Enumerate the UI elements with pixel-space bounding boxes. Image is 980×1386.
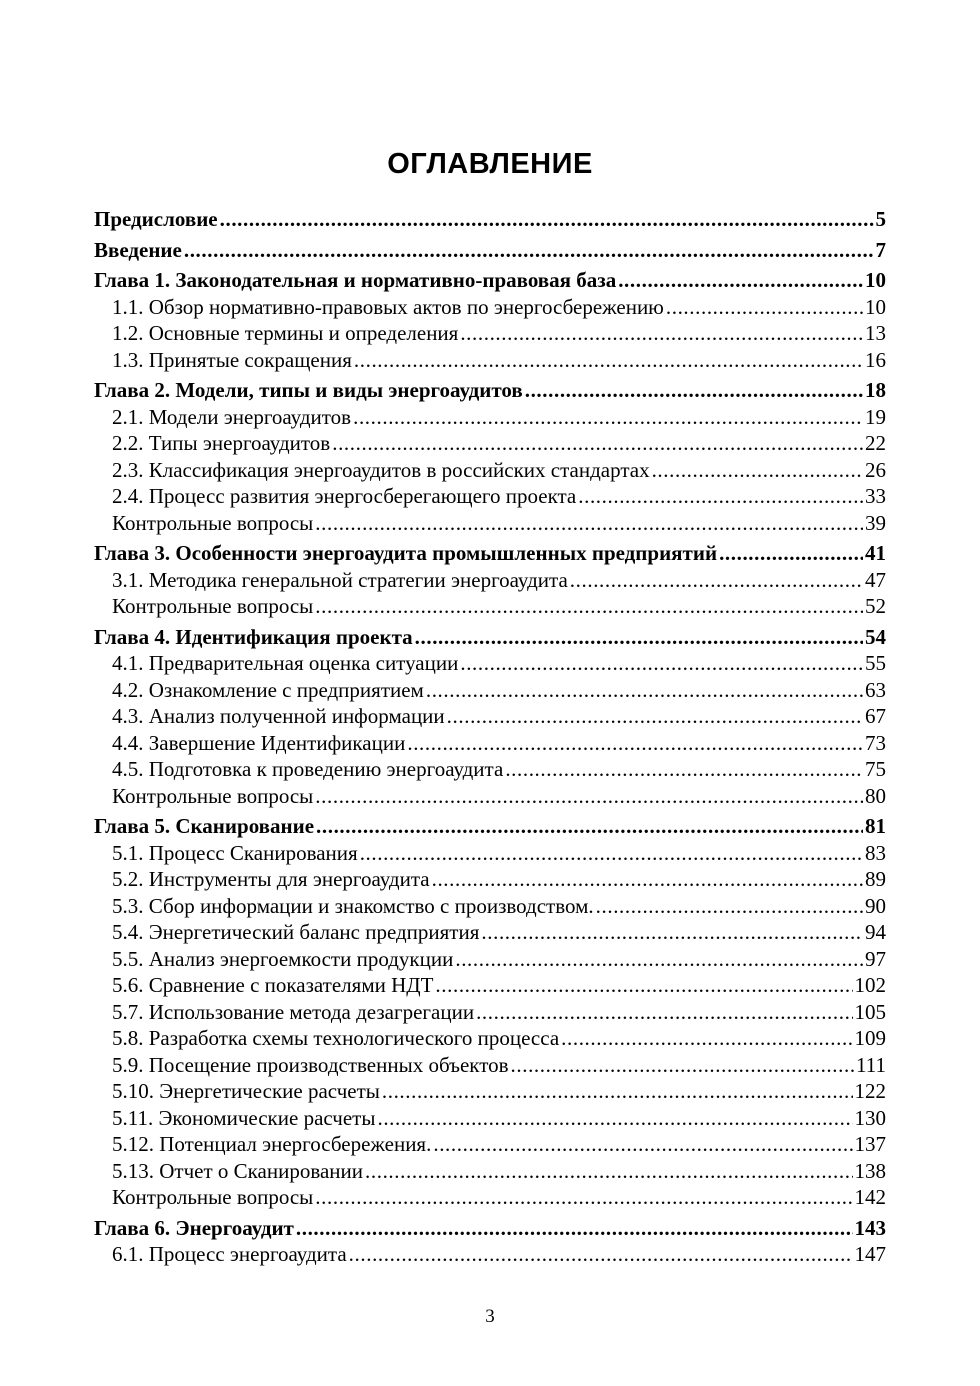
- toc-section-entry: [94, 320, 886, 347]
- toc-entry-label: 5.13. Отчет о Сканировании: [112, 1158, 364, 1183]
- toc-entry-page: 19: [865, 404, 886, 429]
- toc-chapter-entry: [94, 267, 886, 294]
- toc-dot-leader: [353, 404, 863, 431]
- toc-dot-leader: [349, 1241, 853, 1268]
- toc-entry-label: 5.2. Инструменты для энергоаудита: [112, 867, 430, 891]
- toc-entry-label: 6.1. Процесс энергоаудита: [112, 1242, 347, 1266]
- toc-section-entry: [94, 347, 886, 374]
- toc-dot-leader: [316, 813, 863, 840]
- toc-entry-page: 52: [865, 594, 886, 618]
- toc-dot-leader: [315, 1184, 852, 1211]
- toc-entry-label: Контрольные вопросы: [112, 594, 314, 618]
- toc-section-entry: [94, 593, 886, 620]
- toc-dot-leader: [460, 650, 863, 677]
- toc-entry-label: Глава 2. Модели, типы и виды энергоаудитов: [94, 378, 523, 402]
- toc-entry-label: 5.10. Энергетические расчеты: [112, 1079, 380, 1103]
- toc-section-entry: [94, 703, 886, 730]
- toc-chapter-entry: [94, 377, 886, 404]
- toc-entry-page: 54: [865, 624, 886, 649]
- toc-entry-page: 7: [875, 237, 886, 262]
- toc-entry-label: Глава 1. Законодательная и нормативно-правовая база: [94, 268, 617, 292]
- toc-dot-leader: [719, 540, 863, 567]
- toc-section-entry: [94, 677, 886, 704]
- toc-entry-page: 81: [865, 814, 886, 838]
- toc-dot-leader: [407, 730, 863, 757]
- toc-entry-page: 102: [854, 973, 886, 997]
- toc-entry-page: 130: [854, 1105, 886, 1130]
- toc-dot-leader: [455, 946, 863, 973]
- toc-section-entry: [94, 972, 886, 999]
- toc-dot-leader: [596, 893, 863, 920]
- toc-dot-leader: [561, 1025, 852, 1052]
- toc-dot-leader: [570, 567, 863, 594]
- toc-dot-leader: [435, 972, 852, 999]
- toc-entry-label: 5.3. Сбор информации и знакомство с производством.: [112, 893, 594, 918]
- toc-entry-label: 2.3. Классификация энергоаудитов в российских стандартах: [112, 457, 650, 482]
- toc-chapter-entry: [94, 237, 886, 264]
- toc-entry-page: 109: [854, 1026, 886, 1050]
- toc-entry-label: 1.1. Обзор нормативно-правовых актов по энергосбережению: [112, 294, 664, 319]
- toc-entry-label: 4.4. Завершение Идентификации: [112, 730, 406, 755]
- toc-dot-leader: [525, 377, 863, 404]
- toc-entry-page: 105: [854, 999, 886, 1024]
- toc-entry-page: 47: [865, 567, 886, 592]
- toc-chapter-entry: [94, 540, 886, 567]
- toc-section-entry: [94, 1241, 886, 1268]
- toc-dot-leader: [652, 457, 863, 484]
- toc-entry-label: Глава 6. Энергоаудит: [94, 1215, 294, 1240]
- toc-section-entry: [94, 430, 886, 457]
- toc-dot-leader: [618, 267, 863, 294]
- toc-section-entry: [94, 783, 886, 810]
- toc-dot-leader: [505, 756, 863, 783]
- toc-dot-leader: [365, 1158, 852, 1185]
- toc-dot-leader: [315, 783, 863, 810]
- toc-entry-label: 3.1. Методика генеральной стратегии энергоаудита: [112, 567, 568, 592]
- toc-entry-label: 5.5. Анализ энергоемкости продукции: [112, 946, 454, 971]
- toc-entry-page: 111: [856, 1052, 886, 1077]
- toc-entry-page: 18: [865, 378, 886, 402]
- toc-entry-page: 138: [854, 1158, 886, 1183]
- toc-entry-label: Глава 4. Идентификация проекта: [94, 624, 413, 649]
- toc-section-entry: [94, 567, 886, 594]
- toc-entry-label: 5.9. Посещение производственных объектов: [112, 1052, 509, 1077]
- toc-chapter-entry: [94, 624, 886, 651]
- toc-section-entry: [94, 1105, 886, 1132]
- toc-entry-page: 73: [865, 730, 886, 755]
- toc-entry-label: 4.5. Подготовка к проведению энергоаудита: [112, 757, 504, 781]
- toc-chapter-entry: [94, 206, 886, 233]
- toc-section-entry: [94, 840, 886, 867]
- toc-dot-leader: [476, 999, 852, 1026]
- toc-section-entry: [94, 510, 886, 537]
- toc-section-entry: [94, 1131, 886, 1158]
- toc-entry-label: 5.6. Сравнение с показателями НДТ: [112, 973, 434, 997]
- toc-entry-label: Глава 3. Особенности энергоаудита промышленных предприятий: [94, 541, 718, 565]
- toc-section-entry: [94, 893, 886, 920]
- toc-dot-leader: [433, 1131, 852, 1158]
- toc-section-entry: [94, 294, 886, 321]
- toc-entry-label: 1.3. Принятые сокращения: [112, 347, 352, 372]
- toc-entry-page: 142: [854, 1185, 886, 1209]
- toc-entry-page: 39: [865, 510, 886, 535]
- toc-section-entry: [94, 650, 886, 677]
- toc-entry-page: 5: [875, 207, 886, 231]
- toc-entry-label: 5.8. Разработка схемы технологического процесса: [112, 1026, 560, 1050]
- toc-dot-leader: [315, 593, 863, 620]
- toc-entry-label: 5.7. Использование метода дезагрегации: [112, 999, 475, 1024]
- toc-entry-label: 5.12. Потенциал энергосбережения.: [112, 1132, 432, 1156]
- toc-dot-leader: [296, 1215, 853, 1242]
- toc-section-entry: [94, 1158, 886, 1185]
- toc-dot-leader: [220, 206, 874, 233]
- toc-entry-page: 143: [854, 1215, 886, 1240]
- toc-entry-label: 5.4. Энергетический баланс предприятия: [112, 920, 480, 944]
- toc-entry-page: 83: [865, 840, 886, 865]
- toc-entry-label: 5.1. Процесс Сканирования: [112, 840, 358, 865]
- toc-entry-label: 4.2. Ознакомление с предприятием: [112, 677, 424, 702]
- toc-entry-label: 2.2. Типы энергоаудитов: [112, 431, 331, 455]
- toc-section-entry: [94, 866, 886, 893]
- toc-dot-leader: [460, 320, 863, 347]
- toc-dot-leader: [432, 866, 863, 893]
- toc-dot-leader: [184, 237, 874, 264]
- toc-entry-label: Предисловие: [94, 207, 218, 231]
- toc-dot-leader: [382, 1078, 853, 1105]
- toc-dot-leader: [354, 347, 863, 374]
- toc-entry-label: 4.3. Анализ полученной информации: [112, 704, 445, 728]
- toc-section-entry: [94, 756, 886, 783]
- toc-entry-label: 1.2. Основные термины и определения: [112, 321, 459, 345]
- toc-section-entry: [94, 1025, 886, 1052]
- toc-dot-leader: [426, 677, 863, 704]
- toc-entry-page: 137: [854, 1132, 886, 1156]
- toc-chapter-entry: [94, 1215, 886, 1242]
- toc-entry-page: 147: [854, 1242, 886, 1266]
- toc-entry-page: 75: [865, 757, 886, 781]
- toc-entry-page: 55: [865, 651, 886, 675]
- toc-section-entry: [94, 999, 886, 1026]
- toc-section-entry: [94, 1078, 886, 1105]
- toc-entry-label: 4.1. Предварительная оценка ситуации: [112, 651, 459, 675]
- toc-entry-page: 94: [865, 920, 886, 944]
- toc-entry-label: Контрольные вопросы: [112, 510, 314, 535]
- page-number: 3: [485, 1306, 495, 1327]
- toc-entry-label: Контрольные вопросы: [112, 1185, 314, 1209]
- toc-entry-label: Контрольные вопросы: [112, 783, 314, 808]
- toc-dot-leader: [481, 919, 863, 946]
- toc-entry-page: 13: [865, 321, 886, 345]
- toc-entry-page: 16: [865, 347, 886, 372]
- toc-dot-leader: [666, 294, 863, 321]
- toc-dot-leader: [332, 430, 863, 457]
- toc-section-entry: [94, 404, 886, 431]
- toc-dot-leader: [511, 1052, 855, 1079]
- toc-dot-leader: [360, 840, 863, 867]
- toc-entry-page: 122: [854, 1079, 886, 1103]
- toc-entry-page: 26: [865, 457, 886, 482]
- toc-dot-leader: [415, 624, 863, 651]
- toc-entry-label: 2.4. Процесс развития энергосберегающего проекта: [112, 484, 577, 508]
- toc-section-entry: [94, 919, 886, 946]
- toc-entry-page: 67: [865, 704, 886, 728]
- toc-section-entry: [94, 1184, 886, 1211]
- toc-entry-page: 97: [865, 946, 886, 971]
- toc-section-entry: [94, 946, 886, 973]
- toc-entry-page: 90: [865, 893, 886, 918]
- toc-entry-page: 41: [865, 541, 886, 565]
- toc-dot-leader: [315, 510, 863, 537]
- toc-section-entry: [94, 730, 886, 757]
- toc-entry-page: 10: [865, 268, 886, 292]
- toc-entry-page: 10: [865, 294, 886, 319]
- toc-entry-label: Глава 5. Сканирование: [94, 814, 315, 838]
- toc-entry-page: 33: [865, 484, 886, 508]
- toc-entry-label: 5.11. Экономические расчеты: [112, 1105, 376, 1130]
- toc-chapter-entry: [94, 813, 886, 840]
- toc-section-entry: [94, 1052, 886, 1079]
- page-title: ОГЛАВЛЕНИЕ: [387, 148, 593, 180]
- table-of-contents: [94, 206, 886, 1268]
- toc-entry-page: 80: [865, 783, 886, 808]
- toc-dot-leader: [377, 1105, 852, 1132]
- toc-entry-label: Введение: [94, 237, 182, 262]
- toc-section-entry: [94, 457, 886, 484]
- toc-dot-leader: [578, 483, 863, 510]
- toc-entry-page: 22: [865, 431, 886, 455]
- toc-entry-page: 89: [865, 867, 886, 891]
- toc-section-entry: [94, 483, 886, 510]
- toc-dot-leader: [447, 703, 863, 730]
- toc-entry-page: 63: [865, 677, 886, 702]
- toc-entry-label: 2.1. Модели энергоаудитов: [112, 404, 352, 429]
